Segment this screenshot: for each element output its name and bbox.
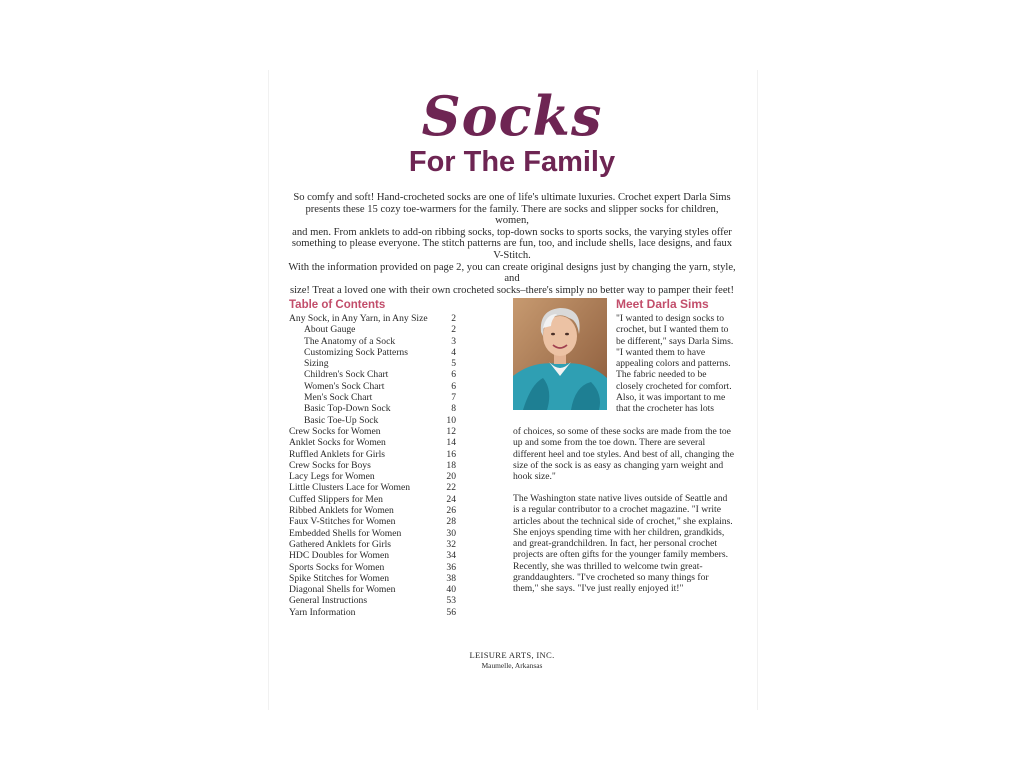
publisher-name: LEISURE ARTS, INC.: [469, 650, 555, 660]
toc-row: [289, 449, 456, 460]
darla-sims-photo: [513, 298, 607, 410]
toc-entry-title: Crew Socks for Boys: [289, 459, 371, 471]
toc-entry-title: General Instructions: [289, 595, 368, 607]
toc-row: [289, 336, 456, 347]
toc-row: [289, 539, 456, 550]
toc-entry-page: 12: [446, 425, 456, 437]
toc-entry-title: Faux V-Stitches for Women: [289, 516, 396, 528]
toc-entry-page: 16: [446, 448, 456, 460]
intro-paragraph: [288, 192, 736, 296]
bio-paragraph-1: "I wanted to design socks to crochet, but I wanted them to be different," says Darla Sims. "I wanted them to have appealing colors and patterns. The fabric needed to be closely crocheted for comfort. Also, it was important to me that the crocheter has lots: [616, 313, 734, 415]
toc-row: [289, 505, 456, 516]
toc-entry-page: 36: [446, 561, 456, 573]
toc-heading: Table of Contents: [289, 299, 386, 311]
toc-entry-page: 20: [446, 471, 456, 483]
toc-entry-page: 56: [446, 606, 456, 618]
bio-paragraph-1-continued: of choices, so some of these socks are made from the toe up and some from the toe down. There are several different heel and toe styles. And best of all, changing the size of the sock is as easy as changing yarn weight and hook size.": [513, 426, 734, 483]
toc-entry-page: 30: [446, 527, 456, 539]
toc-entry-title: Yarn Information: [289, 606, 356, 618]
toc-entry-page: 22: [446, 482, 456, 494]
toc-entry-title: Women's Sock Chart: [304, 380, 385, 392]
toc-entry-title: About Gauge: [304, 324, 356, 336]
toc-row: [289, 460, 456, 471]
toc-entry-page: 18: [446, 459, 456, 471]
toc-row: [289, 403, 456, 414]
toc-row: [289, 595, 456, 606]
toc-entry-title: Cuffed Slippers for Men: [289, 493, 383, 505]
intro-line: size! Treat a loved one with their own crocheted socks–there's simply no better way to pamper their feet!: [289, 284, 735, 296]
title-socks: Socks: [421, 84, 603, 148]
toc-entry-title: Diagonal Shells for Women: [289, 584, 396, 596]
toc-row: [289, 516, 456, 527]
title-for-the-family: For The Family: [408, 146, 616, 178]
toc-entry-page: 3: [451, 335, 456, 347]
table-of-contents: [289, 313, 456, 618]
toc-row: [289, 313, 456, 324]
toc-entry-title: Ruffled Anklets for Girls: [289, 448, 386, 460]
intro-line: So comfy and soft! Hand-crocheted socks are one of life's ultimate luxuries. Crochet expert Darla Sims: [293, 192, 731, 203]
toc-row: [289, 482, 456, 493]
intro-line: With the information provided on page 2, you can create original designs just by changing the yarn, style, and: [288, 261, 736, 285]
toc-entry-title: Basic Top-Down Sock: [304, 403, 391, 415]
publisher-location: Maumelle, Arkansas: [481, 661, 543, 670]
toc-entry-title: Any Sock, in Any Yarn, in Any Size: [289, 313, 428, 324]
toc-entry-page: 6: [451, 380, 456, 392]
toc-row: [289, 471, 456, 482]
toc-entry-title: Sports Socks for Women: [289, 561, 385, 573]
toc-entry-page: 38: [446, 572, 456, 584]
toc-entry-title: Lacy Legs for Women: [289, 471, 375, 483]
toc-entry-page: 10: [446, 414, 456, 426]
toc-row: [289, 584, 456, 595]
toc-entry-title: Embedded Shells for Women: [289, 527, 402, 539]
intro-line: something to please everyone. The stitch patterns are fun, too, and include shells, lace designs, and faux V-Stitch.: [291, 238, 733, 261]
toc-row: [289, 324, 456, 335]
intro-line: presents these 15 cozy toe-warmers for the family. There are socks and slipper socks for children, women,: [305, 203, 719, 227]
toc-entry-title: Gathered Anklets for Girls: [289, 538, 392, 550]
toc-entry-page: 5: [451, 358, 456, 370]
toc-row: [289, 550, 456, 561]
toc-entry-title: Crew Socks for Women: [289, 425, 381, 437]
toc-entry-title: Anklet Socks for Women: [289, 437, 386, 449]
toc-entry-page: 28: [446, 516, 456, 528]
toc-entry-page: 34: [446, 550, 456, 562]
toc-entry-title: Sizing: [304, 358, 329, 370]
meet-darla-heading: Meet Darla Sims: [616, 297, 709, 311]
toc-entry-page: 2: [451, 313, 456, 324]
toc-row: [289, 494, 456, 505]
toc-entry-page: 24: [446, 493, 456, 505]
toc-entry-page: 32: [446, 538, 456, 550]
toc-entry-title: Children's Sock Chart: [304, 369, 389, 381]
toc-entry-page: 6: [451, 369, 456, 381]
toc-entry-title: Customizing Sock Patterns: [304, 346, 408, 358]
toc-entry-page: 26: [446, 505, 456, 517]
toc-row: [289, 607, 456, 618]
toc-entry-title: Men's Sock Chart: [304, 392, 373, 404]
toc-entry-page: 7: [451, 392, 456, 404]
toc-row: [289, 562, 456, 573]
toc-entry-title: Basic Toe-Up Sock: [304, 414, 379, 426]
toc-row: [289, 573, 456, 584]
toc-row: [289, 426, 456, 437]
toc-entry-title: HDC Doubles for Women: [289, 550, 390, 562]
toc-entry-title: Ribbed Anklets for Women: [289, 505, 394, 517]
toc-entry-page: 2: [451, 324, 456, 336]
toc-row: [289, 528, 456, 539]
toc-entry-page: 14: [446, 437, 456, 449]
toc-entry-page: 40: [446, 584, 456, 596]
toc-entry-title: The Anatomy of a Sock: [304, 335, 396, 347]
toc-row: [289, 381, 456, 392]
toc-entry-page: 8: [451, 403, 456, 415]
intro-line: and men. From anklets to add-on ribbing socks, top-down socks to sports socks, the varying styles offer: [292, 226, 732, 238]
toc-entry-title: Spike Stitches for Women: [289, 572, 390, 584]
toc-row: [289, 358, 456, 369]
toc-row: [289, 369, 456, 380]
toc-row: [289, 415, 456, 426]
toc-entry-page: 53: [446, 595, 456, 607]
toc-row: [289, 437, 456, 448]
toc-entry-page: 4: [451, 346, 456, 358]
toc-row: [289, 392, 456, 403]
toc-row: [289, 347, 456, 358]
bio-paragraph-2: The Washington state native lives outside of Seattle and is a regular contributor to a crochet magazine. "I write articles about the technical side of crochet," she explains. She enjoys spending time with her children, grandkids, and great-grandchildren. In fact, her personal crochet projects are often gifts for the younger family members. Recently, she was thrilled to welcome twin great-granddaughters. "I've crocheted so many things for them," she says. "I've just really enjoyed it!": [513, 493, 733, 595]
toc-entry-title: Little Clusters Lace for Women: [289, 482, 411, 494]
